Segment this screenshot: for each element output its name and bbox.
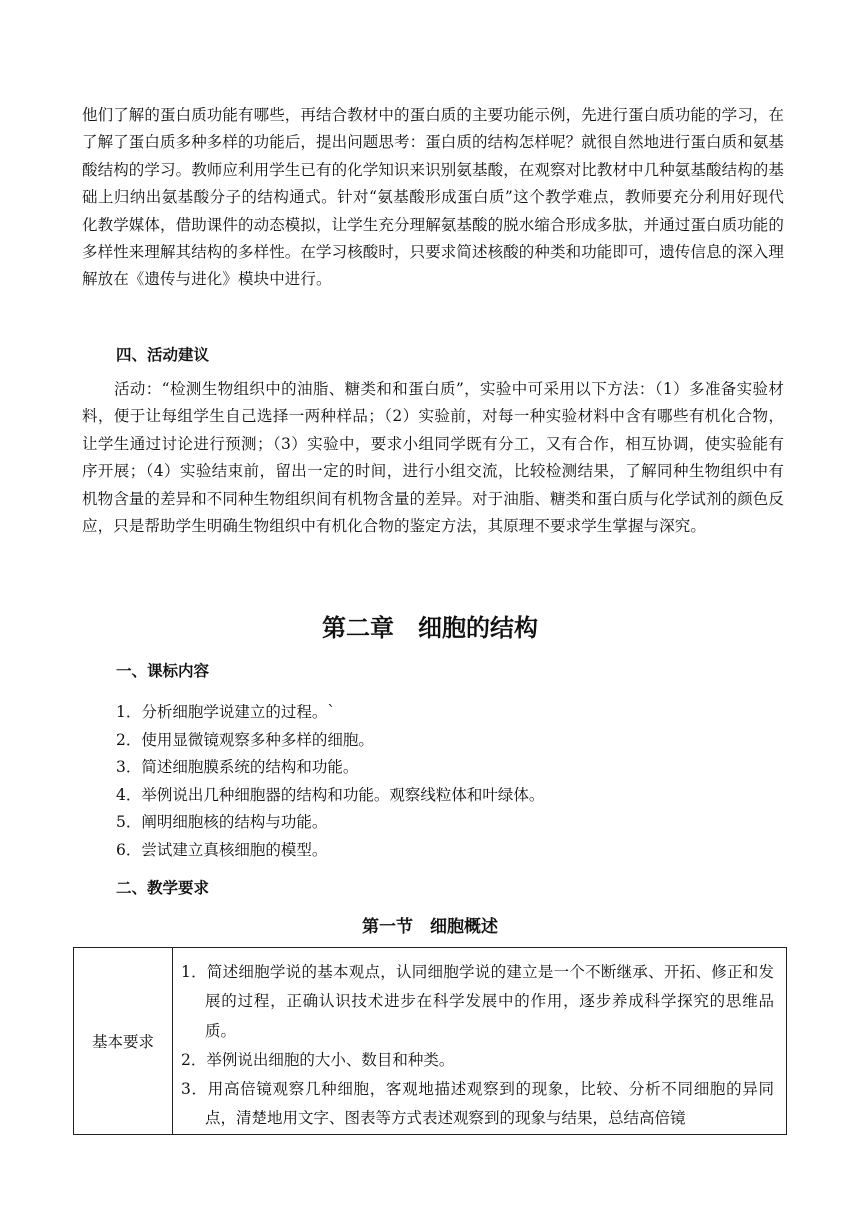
standards-list: [116, 699, 544, 865]
activity-paragraph: 活动：“检测生物组织中的油脂、糖类和和蛋白质”，实验中可采用以下方法：（1）多准备实验材料，便于让每组学生自己选择一两种样品；（2）实验前，对每一种实验材料中含有哪些有机化合物，让学生通过讨论进行预测；（3）实验中，要求小组同学既有分工，又有合作，相互协调，使实验能有序开展；（4）实验结束前，留出一定的时间，进行小组交流，比较检测结果，了解同种生物组织中有机物含量的差异和不同种生物组织间有机物含量的差异。对于油脂、糖类和蛋白质与化学试剂的颜色反应，只是帮助学生明确生物组织中有机化合物的鉴定方法，其原理不要求学生掌握与深究。: [82, 380, 785, 536]
intro-paragraph: 他们了解的蛋白质功能有哪些，再结合教材中的蛋白质的主要功能示例，先进行蛋白质功能的学习，在了解了蛋白质多种多样的功能后，提出问题思考：蛋白质的结构怎样呢？就很自然地进行蛋白质和氨基酸结构的学习。教师应利用学生已有的化学知识来识别氨基酸，在观察对比教材中几种氨基酸结构的基础上归纳出氨基酸分子的结构通式。针对“氨基酸形成蛋白质”这个教学难点，教师要充分利用好现代化教学媒体，借助课件的动态模拟，让学生充分理解氨基酸的脱水缩合形成多肽，并通过蛋白质功能的多样性来理解其结构的多样性。在学习核酸时，只要求简述核酸的种类和功能即可，遗传信息的深入理解放在《遗传与进化》模块中进行。: [82, 106, 785, 289]
chapter-title: 第二章 细胞的结构: [322, 614, 538, 642]
standard-item: 1．分析细胞学说建立的过程。`: [116, 703, 336, 721]
requirement-item: 1．简述细胞学说的基本观点，认同细胞学说的建立是一个不断继承、开拓、修正和发展的过程，正确认识技术进步在科学发展中的作用，逐步养成科学探究的思维品质。: [181, 963, 774, 1040]
requirements-list: [173, 948, 786, 1134]
requirements-cell: [173, 948, 787, 1135]
section-title: 第一节 细胞概述: [362, 917, 498, 937]
standard-item: 3．简述细胞膜系统的结构和功能。: [116, 758, 359, 777]
requirements-table: [73, 947, 787, 1135]
standard-item: 5．阐明细胞核的结构与功能。: [116, 813, 328, 832]
standard-item: 4．举例说出几种细胞器的结构和功能。观察线粒体和叶绿体。: [116, 785, 545, 804]
activity-heading: 四、活动建议: [116, 346, 210, 364]
row-label-cell: 基本要求: [74, 948, 173, 1135]
table-row: [74, 948, 787, 1135]
requirement-item: 2．举例说出细胞的大小、数目和种类。: [181, 1050, 455, 1069]
standard-item: 2．使用显微镜观察多种多样的细胞。: [116, 730, 374, 749]
standard-item: 6．尝试建立真核细胞的模型。: [116, 840, 328, 859]
standards-heading: 一、课标内容: [116, 662, 210, 680]
requirements-heading: 二、教学要求: [116, 879, 210, 897]
requirement-item: 3．用高倍镜观察几种细胞，客观地描述观察到的现象，比较、分析不同细胞的异同点，清楚地用文字、图表等方式表述观察到的现象与结果，总结高倍镜: [181, 1080, 774, 1128]
